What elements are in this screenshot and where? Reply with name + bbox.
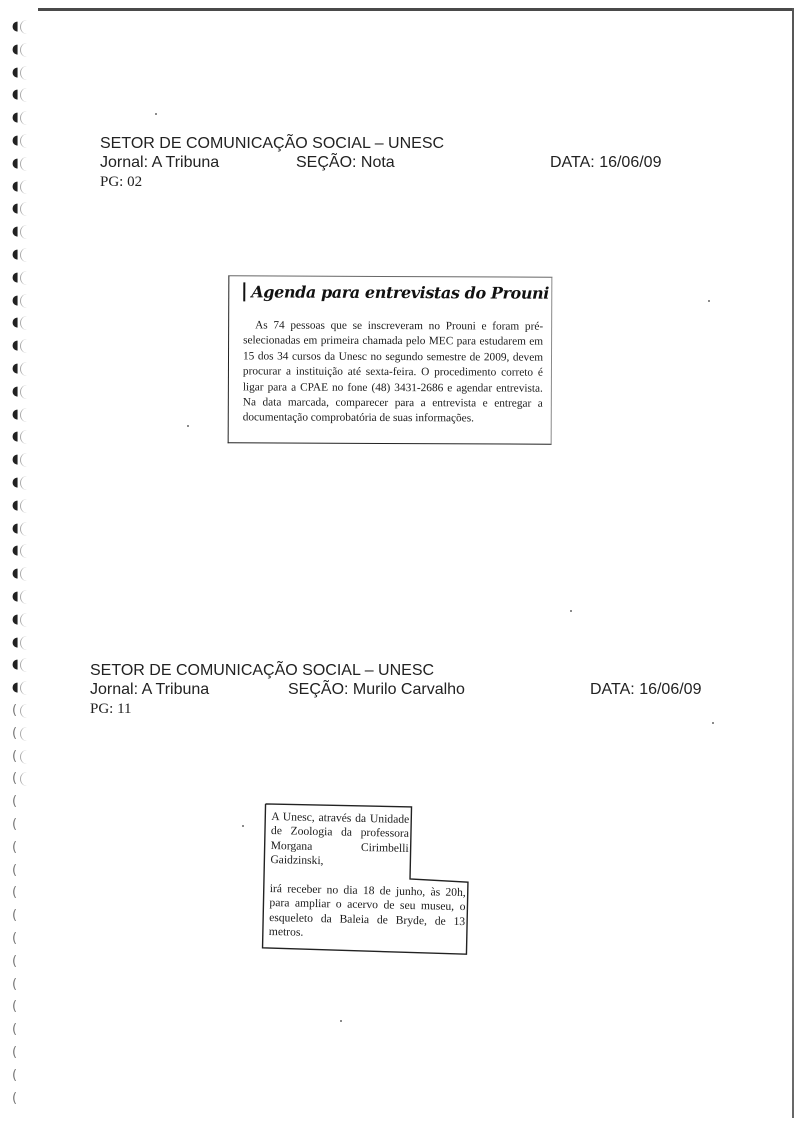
scan-speck (712, 722, 714, 724)
binding-hole: ( (12, 953, 18, 969)
scan-speck (155, 113, 157, 115)
binding-hole: ◖ (12, 338, 19, 354)
binding-ring (20, 681, 31, 695)
binding-hole: ( (12, 703, 18, 718)
binding-ring (20, 613, 31, 627)
binding-hole: ◖ (12, 315, 19, 331)
binding-hole: ( (12, 748, 18, 764)
scan-speck (340, 1020, 342, 1022)
scan-speck (242, 825, 244, 827)
binding-hole: ◖ (12, 361, 19, 376)
binding-hole: ( (12, 931, 18, 946)
page-right-edge (792, 8, 794, 1118)
header-pg: PG: 11 (90, 701, 132, 717)
binding-hole: ◖ (12, 64, 19, 80)
binding-hole: ◖ (12, 383, 19, 399)
binding-hole: ( (12, 794, 18, 810)
binding-hole: ◖ (12, 41, 19, 57)
binding-hole: ( (12, 817, 18, 832)
binding-ring (20, 66, 31, 80)
binding-hole: ( (12, 1067, 18, 1083)
binding-hole: ◖ (12, 634, 19, 650)
binding-hole: ◖ (12, 475, 19, 490)
binding-hole: ( (12, 771, 18, 787)
binding-ring (20, 430, 31, 444)
binding-hole: ( (12, 862, 18, 878)
binding-ring (20, 111, 31, 125)
binding-hole: ◖ (12, 87, 19, 103)
binding-hole: ◖ (12, 178, 19, 194)
binding-hole: ◖ (12, 247, 19, 262)
binding-ring (20, 567, 31, 581)
binding-hole: ◖ (12, 452, 19, 468)
header-data: DATA: 16/06/09 (590, 681, 702, 698)
binding-ring (20, 362, 31, 376)
scan-speck (570, 610, 572, 612)
binding-ring (20, 544, 31, 558)
binding-ring (20, 499, 31, 513)
binding-hole: ◖ (12, 110, 19, 126)
binding-hole: ◖ (12, 680, 19, 696)
binding-ring (20, 157, 31, 171)
clipping-prouni (228, 275, 553, 444)
binding-hole: ( (12, 999, 18, 1015)
binding-hole: ◖ (12, 566, 19, 582)
binding-hole: ( (12, 1022, 18, 1038)
header-data: DATA: 16/06/09 (550, 154, 662, 171)
binding-ring (20, 522, 31, 536)
binding-ring (20, 202, 31, 216)
binding-ring (20, 408, 31, 422)
binding-hole: ( (12, 1090, 18, 1106)
header-org: SETOR DE COMUNICAÇÃO SOCIAL – UNESC (100, 135, 445, 152)
scan-speck (187, 425, 189, 427)
binding-hole: ◖ (12, 429, 19, 445)
binding-ring (20, 772, 31, 786)
binding-ring (20, 225, 31, 239)
binding-ring (20, 658, 31, 672)
header-jornal: Jornal: A Tribuna (100, 154, 220, 171)
binding-ring (20, 704, 31, 718)
binding-hole: ◖ (12, 611, 19, 627)
binding-hole: ◖ (12, 224, 19, 240)
binding-ring (20, 88, 31, 102)
binding-hole: ◖ (12, 269, 19, 285)
clipping-baleia (258, 802, 471, 956)
header-org: SETOR DE COMUNICAÇÃO SOCIAL – UNESC (90, 662, 435, 679)
header-jornal: Jornal: A Tribuna (90, 681, 210, 698)
binding-ring (20, 476, 31, 490)
binding-ring (20, 294, 31, 308)
spiral-binding (10, 20, 40, 1120)
binding-hole: ◖ (12, 497, 19, 513)
clipping-title: Agenda para entrevistas do Prouni (243, 282, 549, 302)
scan-speck (708, 300, 710, 302)
header-pg: PG: 02 (100, 174, 143, 190)
binding-hole: ( (12, 839, 18, 855)
binding-ring (20, 20, 31, 34)
binding-ring (20, 750, 31, 764)
binding-ring (20, 385, 31, 399)
binding-hole: ◖ (12, 406, 19, 422)
binding-hole: ◖ (12, 201, 19, 217)
binding-ring (20, 180, 31, 194)
binding-hole: ◖ (12, 292, 19, 308)
binding-hole: ◖ (12, 155, 19, 171)
binding-ring (20, 727, 31, 741)
binding-ring (20, 316, 31, 330)
clipping-header-2 (90, 661, 710, 721)
clipping-body-bottom: irá receber no dia 18 de junho, às 20h, para ampliar o acervo de seu museu, o esqueleto da Baleia de Bryde, de 13 metros. (268, 882, 466, 939)
binding-hole: ◖ (12, 543, 19, 559)
clipping-header-1 (100, 134, 700, 194)
header-secao: SEÇÃO: Murilo Carvalho (288, 681, 465, 698)
binding-hole: ( (12, 908, 18, 924)
binding-hole: ( (12, 725, 18, 741)
binding-hole: ◖ (12, 19, 19, 34)
binding-ring (20, 43, 31, 57)
header-secao: SEÇÃO: Nota (296, 154, 395, 171)
binding-hole: ( (12, 976, 18, 992)
binding-ring (20, 271, 31, 285)
binding-hole: ◖ (12, 589, 19, 604)
binding-hole: ( (12, 885, 18, 901)
binding-hole: ◖ (12, 133, 19, 148)
binding-ring (20, 248, 31, 262)
binding-ring (20, 339, 31, 353)
binding-hole: ( (12, 1045, 18, 1060)
clipping-body: As 74 pessoas que se inscreveram no Prouni e foram pré-selecionadas em primeira chamada pelo MEC para estudarem em 15 dos 34 cursos da Unesc no segundo semestre de 2009, devem procurar a instituição até sexta-feira. O procedimento correto é ligar para a CPAE no fone (48) 3431-2686 e agendar entrevista. Na data marcada, comparecer para a entrevista e entregar a documentação comprobatória de suas informações. (242, 319, 544, 425)
page-top-edge (38, 8, 794, 11)
clipping-body-top: A Unesc, através da Unidade de Zoologia da professora Morgana Cirimbelli Gaidzinski, (270, 810, 410, 868)
binding-ring (20, 590, 31, 604)
binding-ring (20, 134, 31, 148)
binding-hole: ◖ (12, 520, 19, 536)
binding-ring (20, 636, 31, 650)
binding-ring (20, 453, 31, 467)
binding-hole: ◖ (12, 657, 19, 673)
